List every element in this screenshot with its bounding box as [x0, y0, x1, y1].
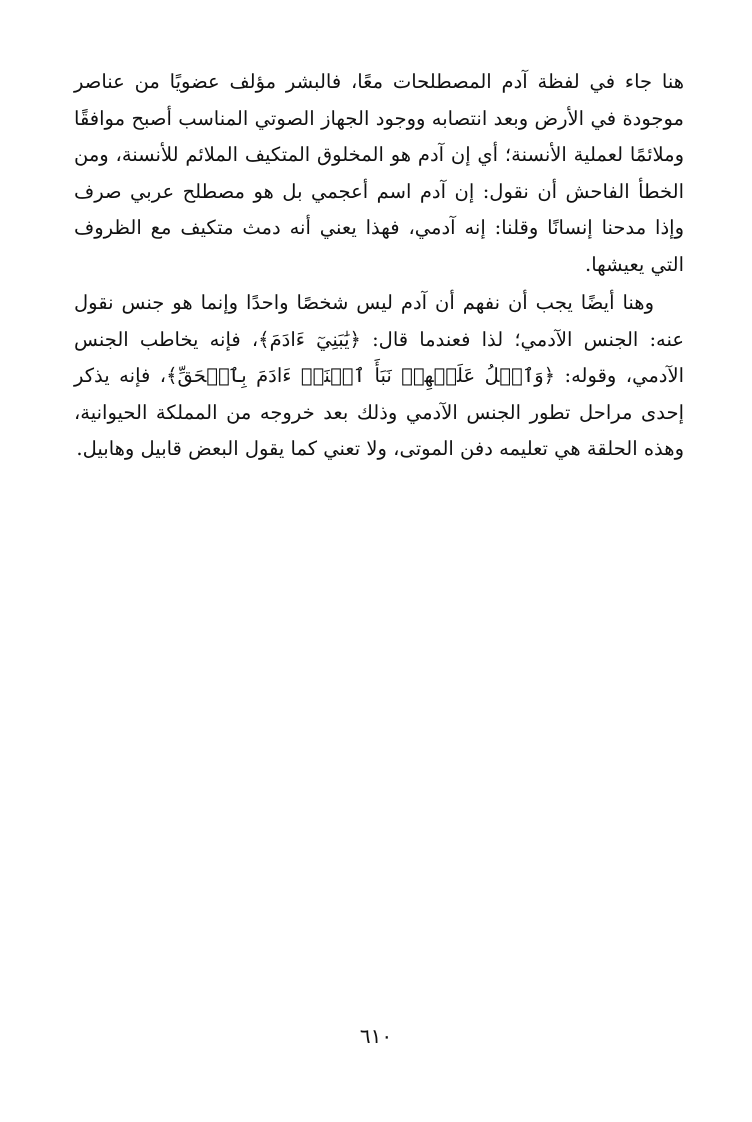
- paragraph-1: هنا جاء في لفظة آدم المصطلحات معًا، فالبشر مؤلف عضويًا من عناصر موجودة في الأرض وبعد انتصابه ووجود الجهاز الصوتي المناسب أصبح موافقًا وملائمًا لعملية الأنسنة؛ أي إن آدم هو المخلوق المتكيف الملائم للأنسنة، ومن الخطأ الفاحش أن نقول: إن آدم اسم أعجمي بل هو مصطلح عربي صرف وإذا مدحنا إنسانًا وقلنا: إنه آدمي، فهذا يعني أنه دمث متكيف مع الظروف التي يعيشها.: [74, 70, 685, 276]
- paragraph-2: وهنا أيضًا يجب أن نفهم أن آدم ليس شخصًا واحدًا وإنما هو جنس نقول عنه: الجنس الآدمي؛ لذا فعندما قال: ﴿يَٰبَنِيٓ ءَادَمَ﴾، فإنه يخاطب الجنس الآدمي، وقوله: ﴿وَٱتۡلُ عَلَيۡهِمۡ نَبَأَ ٱبۡنَيۡ ءَادَمَ بِٱلۡحَقِّ﴾، فإنه يذكر إحدى مراحل تطور الجنس الآدمي وذلك بعد خروجه من المملكة الحيوانية، وهذه الحلقة هي تعليمه دفن الموتى، ولا تعني كما يقول البعض قابيل وهابيل.: [74, 291, 684, 460]
- body-text: [74, 64, 684, 468]
- page-number: ٦١٠: [359, 1024, 393, 1048]
